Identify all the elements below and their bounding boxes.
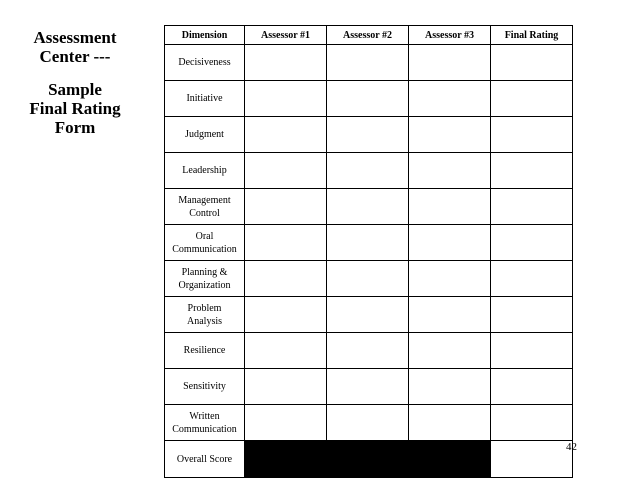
dimension-cell [165, 225, 245, 261]
final-rating-cell[interactable] [491, 225, 573, 261]
dimension-cell [165, 405, 245, 441]
table-row [165, 225, 573, 261]
blackout-cell [327, 441, 409, 478]
table-row [165, 297, 573, 333]
title-line-3: Sample [48, 80, 102, 99]
dimension-label: Problem [187, 302, 222, 314]
final-rating-cell[interactable] [491, 261, 573, 297]
final-rating-cell[interactable] [491, 117, 573, 153]
dimension-cell [165, 297, 245, 333]
assessor-3-cell[interactable] [409, 261, 491, 297]
dimension-cell [165, 369, 245, 405]
table-row [165, 45, 573, 81]
form-title [0, 28, 150, 137]
assessor-2-cell[interactable] [327, 405, 409, 441]
header-dimension: Dimension [165, 26, 245, 45]
final-rating-cell[interactable] [491, 189, 573, 225]
final-overall-cell[interactable] [491, 441, 573, 478]
assessor-2-cell[interactable] [327, 225, 409, 261]
title-sub [0, 80, 150, 137]
title-line-2: Center --- [39, 47, 111, 66]
assessor-1-cell[interactable] [245, 405, 327, 441]
dimension-cell [165, 45, 245, 81]
table-row [165, 153, 573, 189]
dimension-label: Written [189, 410, 220, 422]
title-line-5: Form [54, 118, 96, 137]
assessor-3-cell[interactable] [409, 81, 491, 117]
overall-score-label: Overall Score [165, 441, 245, 478]
assessor-1-cell[interactable] [245, 261, 327, 297]
final-rating-cell[interactable] [491, 369, 573, 405]
table-row [165, 261, 573, 297]
dimension-label: Leadership [182, 165, 227, 176]
table-row [165, 369, 573, 405]
header-assessor-3: Assessor #3 [409, 26, 491, 45]
table-row [165, 189, 573, 225]
header-final-rating: Final Rating [491, 26, 573, 45]
dimension-label: Sensitivity [183, 381, 226, 392]
assessor-3-cell[interactable] [409, 45, 491, 81]
assessor-1-cell[interactable] [245, 333, 327, 369]
assessor-3-cell[interactable] [409, 153, 491, 189]
dimension-label: Analysis [187, 315, 222, 327]
assessor-3-cell[interactable] [409, 225, 491, 261]
blackout-cell [245, 441, 327, 478]
dimension-label: Communication [172, 423, 237, 435]
final-rating-cell[interactable] [491, 333, 573, 369]
header-assessor-1: Assessor #1 [245, 26, 327, 45]
assessor-3-cell[interactable] [409, 189, 491, 225]
table-row [165, 405, 573, 441]
rating-table [164, 25, 573, 478]
dimension-cell [165, 189, 245, 225]
assessor-1-cell[interactable] [245, 225, 327, 261]
dimension-label: Initiative [186, 93, 223, 104]
assessor-3-cell[interactable] [409, 333, 491, 369]
table-body [165, 45, 573, 478]
assessor-2-cell[interactable] [327, 333, 409, 369]
assessor-3-cell[interactable] [409, 297, 491, 333]
dimension-label: Resilience [183, 345, 226, 356]
dimension-label: Management [178, 194, 231, 206]
assessor-2-cell[interactable] [327, 297, 409, 333]
dimension-label: Control [189, 207, 220, 219]
dimension-cell [165, 333, 245, 369]
dimension-label: Communication [172, 243, 237, 255]
assessor-1-cell[interactable] [245, 153, 327, 189]
assessor-1-cell[interactable] [245, 45, 327, 81]
title-line-1: Assessment [33, 28, 117, 47]
dimension-label: Planning & [181, 266, 228, 278]
table-row [165, 117, 573, 153]
final-rating-cell[interactable] [491, 81, 573, 117]
dimension-cell [165, 81, 245, 117]
final-rating-cell[interactable] [491, 153, 573, 189]
title-line-4: Final Rating [29, 99, 121, 118]
title-main [0, 28, 150, 66]
page-number: 42 [566, 441, 577, 453]
final-rating-cell[interactable] [491, 45, 573, 81]
final-rating-cell[interactable] [491, 297, 573, 333]
overall-score-row [165, 441, 573, 478]
assessor-2-cell[interactable] [327, 261, 409, 297]
assessor-1-cell[interactable] [245, 369, 327, 405]
dimension-cell [165, 117, 245, 153]
table-row [165, 81, 573, 117]
assessor-2-cell[interactable] [327, 117, 409, 153]
assessor-2-cell[interactable] [327, 81, 409, 117]
assessor-2-cell[interactable] [327, 189, 409, 225]
assessor-3-cell[interactable] [409, 405, 491, 441]
assessor-2-cell[interactable] [327, 369, 409, 405]
dimension-cell [165, 153, 245, 189]
dimension-label: Judgment [185, 129, 224, 140]
dimension-label: Decisiveness [178, 57, 231, 68]
assessor-1-cell[interactable] [245, 117, 327, 153]
assessor-1-cell[interactable] [245, 189, 327, 225]
assessor-1-cell[interactable] [245, 297, 327, 333]
header-row [165, 26, 573, 45]
blackout-cell [409, 441, 491, 478]
assessor-1-cell[interactable] [245, 81, 327, 117]
dimension-cell [165, 261, 245, 297]
assessor-3-cell[interactable] [409, 117, 491, 153]
header-assessor-2: Assessor #2 [327, 26, 409, 45]
assessor-3-cell[interactable] [409, 369, 491, 405]
assessor-2-cell[interactable] [327, 153, 409, 189]
table-row [165, 333, 573, 369]
final-rating-cell[interactable] [491, 405, 573, 441]
assessor-2-cell[interactable] [327, 45, 409, 81]
dimension-label: Oral [195, 230, 214, 242]
dimension-label: Organization [178, 279, 231, 291]
